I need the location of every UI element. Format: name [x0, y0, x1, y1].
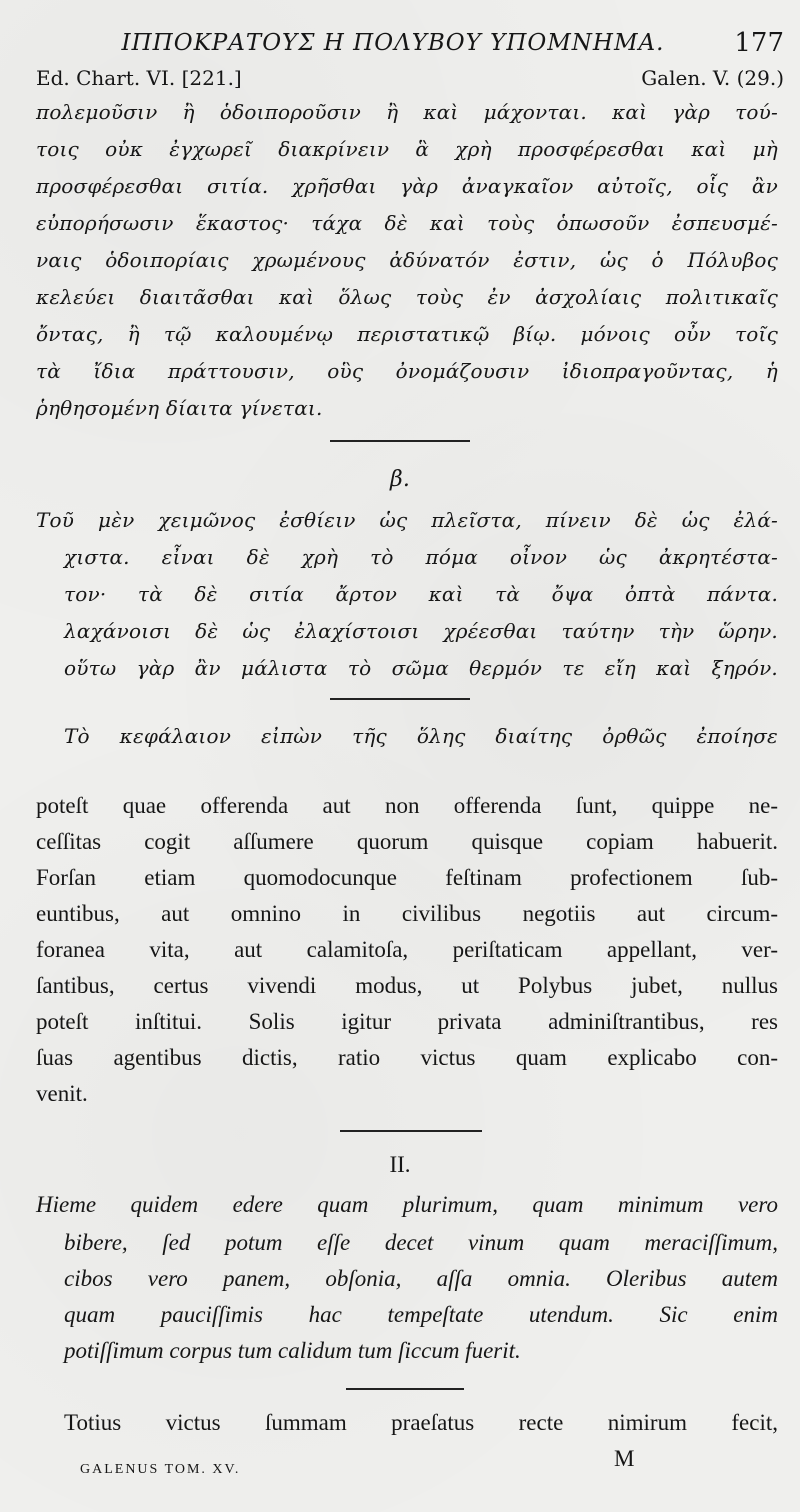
text-line: κελεύει διαιτᾶσθαι καὶ ὅλως τοὺς ἐν ἀσχολίαις πολιτικαῖς	[36, 285, 778, 309]
latin-section-marker: II.	[389, 1152, 411, 1177]
text-line: venit.	[36, 1081, 88, 1106]
text-line: χιστα. εἶναι δὲ χρὴ τὸ πόμα οἶνον ὡς ἀκρητέστα-	[64, 545, 778, 569]
text-line: poteſt inſtitui. Solis igitur privata adminiſtrantibus, res	[36, 1009, 778, 1034]
text-line: bibere, ſed potum eſſe decet vinum quam meraciſſimum,	[64, 1230, 778, 1255]
text-line: Hieme quidem edere quam plurimum, quam minimum vero	[36, 1192, 778, 1217]
text-line: εὐπορήσωσιν ἕκαστος· τάχα δὲ καὶ τοὺς ὁπωσοῦν ἐσπευσμέ-	[36, 211, 778, 235]
greek-commentary-line: Τὸ κεφάλαιον εἰπὼν τῆς ὅλης διαίτης ὀρθῶς ἐποίησε	[64, 724, 778, 748]
text-line: Τοῦ μὲν χειμῶνος ἐσθίειν ὡς πλεῖστα, πίνειν δὲ ὡς ἐλά-	[36, 508, 778, 532]
text-line: ὄντας, ἢ τῷ καλουμένῳ περιστατικῷ βίῳ. μόνοις οὖν τοῖς	[36, 322, 778, 346]
text-line: προσφέρεσθαι σιτία. χρῆσθαι γὰρ ἀναγκαῖον αὐτοῖς, οἷς ἂν	[36, 174, 778, 198]
text-line: ῥηθησομένη δίαιτα γίνεται.	[36, 396, 323, 420]
section-divider	[346, 1388, 464, 1390]
text-line: Forſan etiam quomodocunque feſtinam profectionem ſub-	[36, 865, 778, 890]
section-divider	[330, 440, 470, 442]
text-line: ναις ὁδοιπορίαις χρωμένους ἀδύνατόν ἐστιν, ὡς ὁ Πόλυβος	[36, 248, 778, 272]
text-line: quam pauciſſimis hac tempeſtate utendum. Sic enim	[64, 1302, 778, 1327]
section-divider	[330, 698, 470, 700]
text-line: ſuas agentibus dictis, ratio victus quam explicabo con-	[36, 1045, 778, 1070]
edition-reference-left: Ed. Chart. VI. [221.]	[36, 66, 242, 90]
text-line: οὕτω γὰρ ἂν μάλιστα τὸ σῶμα θερμόν τε εἴη καὶ ξηρόν.	[64, 656, 778, 680]
footer-volume-label: GALENUS TOM. XV.	[80, 1462, 241, 1477]
greek-section-marker: β.	[389, 467, 411, 492]
text-line: ceſſitas cogit aſſumere quorum quisque copiam habuerit.	[36, 829, 778, 854]
text-line: ſantibus, certus vivendi modus, ut Polybus jubet, nullus	[36, 973, 778, 998]
edition-reference-right: Galen. V. (29.)	[641, 66, 784, 90]
text-line: poteſt quae offerenda aut non offerenda ſunt, quippe ne-	[36, 793, 778, 818]
text-line: τοις οὐκ ἐγχωρεῖ διακρίνειν ἃ χρὴ προσφέρεσθαι καὶ μὴ	[36, 137, 778, 161]
footer-signature-mark: M	[614, 1446, 635, 1471]
text-line: πολεμοῦσιν ἢ ὁδοιποροῦσιν ἢ καὶ μάχονται. καὶ γὰρ τού-	[36, 100, 778, 124]
text-line: λαχάνοισι δὲ ὡς ἐλαχίστοισι χρέεσθαι ταύτην τὴν ὥρην.	[64, 619, 778, 643]
running-title: ΙΠΠΟΚΡΑΤΟΥΣ Η ΠΟΛΥΒΟΥ ΥΠΟΜΝΗΜΑ.	[121, 30, 665, 56]
text-line: euntibus, aut omnino in civilibus negotiis aut circum-	[36, 901, 778, 926]
latin-commentary-line: Totius victus ſummam praeſatus recte nimirum fecit,	[64, 1410, 778, 1435]
text-line: foranea vita, aut calamitoſa, periſtaticam appellant, ver-	[36, 937, 778, 962]
section-divider	[340, 1130, 482, 1132]
text-line: τὰ ἴδια πράττουσιν, οὓς ὀνομάζουσιν ἰδιοπραγοῦντας, ἡ	[36, 359, 778, 383]
text-line: τον· τὰ δὲ σιτία ἄρτον καὶ τὰ ὄψα ὀπτὰ πάντα.	[64, 582, 778, 606]
page-number: 177	[734, 28, 784, 58]
text-line: potiſſimum corpus tum calidum tum ſiccum fuerit.	[64, 1338, 521, 1363]
text-line: cibos vero panem, obſonia, aſſa omnia. Oleribus autem	[64, 1266, 778, 1291]
